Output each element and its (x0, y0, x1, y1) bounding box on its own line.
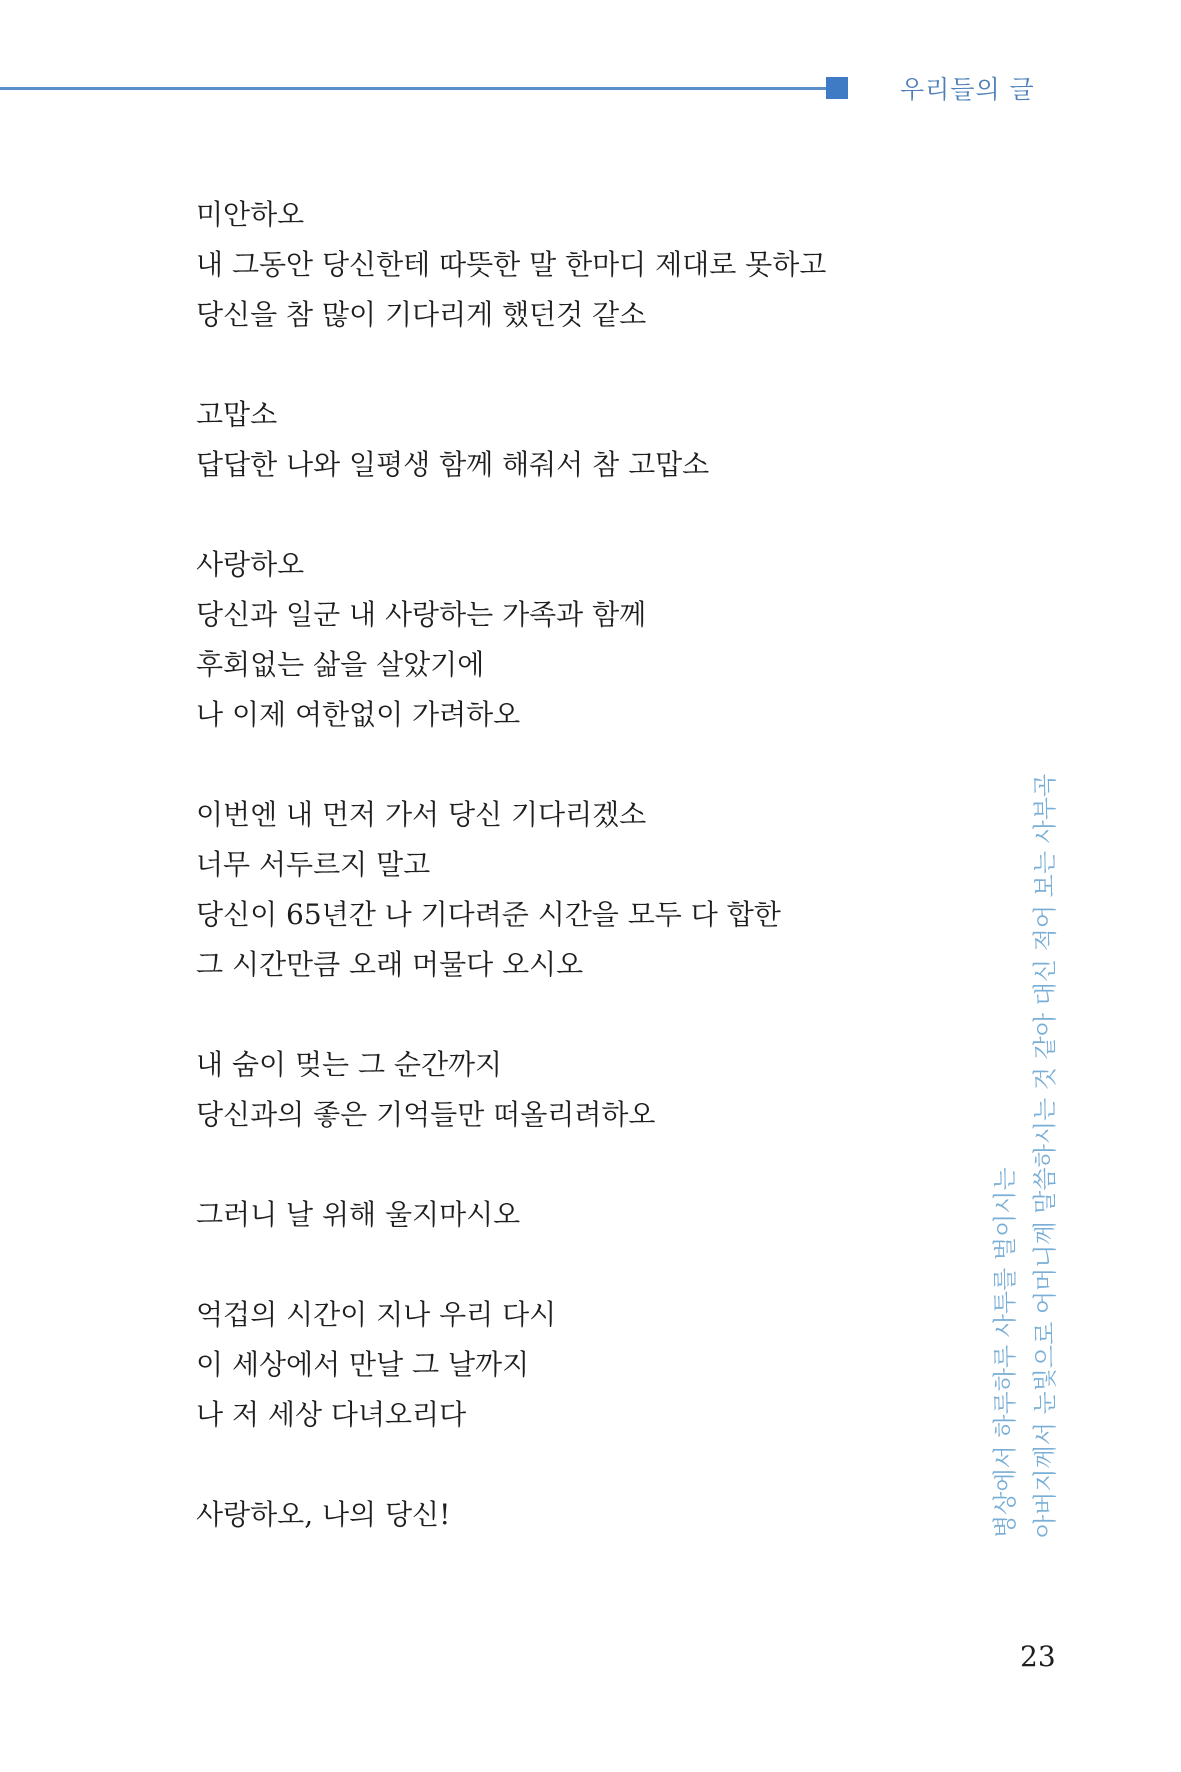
poem-line: 나 이제 여한없이 가려하오 (196, 698, 521, 731)
poem (196, 190, 836, 1590)
caption-line-1: 병상에서 하루하루 사투를 벌이시는 (991, 1167, 1019, 1538)
poem-line: 고맙소 (196, 398, 278, 431)
poem-line: 답답한 나와 일평생 함께 해줘서 참 고맙소 (196, 448, 710, 481)
poem-line: 나 저 세상 다녀오리다 (196, 1398, 467, 1431)
page-number: 23 (1020, 1640, 1056, 1673)
stanza (196, 390, 836, 490)
poem-line: 당신과의 좋은 기억들만 떠올리려하오 (196, 1098, 656, 1131)
poem-line: 그러니 날 위해 울지마시오 (196, 1198, 521, 1231)
header-square-marker (826, 77, 848, 99)
stanza (196, 1040, 836, 1140)
poem-line: 사랑하오 (196, 548, 305, 581)
poem-line: 당신이 65년간 나 기다려준 시간을 모두 다 합한 (196, 898, 781, 931)
poem-line: 내 그동안 당신한테 따뜻한 말 한마디 제대로 못하고 (196, 248, 827, 281)
stanza (196, 1490, 836, 1540)
stanza (196, 190, 836, 340)
poem-line: 당신을 참 많이 기다리게 했던것 같소 (196, 298, 647, 331)
vertical-caption (985, 774, 1065, 1538)
poem-line: 후회없는 삶을 살았기에 (196, 648, 485, 681)
poem-line: 그 시간만큼 오래 머물다 오시오 (196, 948, 584, 981)
poem-line: 이 세상에서 만날 그 날까지 (196, 1348, 530, 1381)
caption-line-2: 아버지께서 눈빛으로 어머니께 말씀하시는 것 같아 대신 적어 보는 사부곡 (1031, 773, 1059, 1538)
poem-line: 내 숨이 멎는 그 순간까지 (196, 1048, 503, 1081)
poem-line: 이번엔 내 먼저 가서 당신 기다리겠소 (196, 798, 647, 831)
poem-line: 사랑하오, 나의 당신! (196, 1498, 451, 1531)
stanza (196, 540, 836, 740)
poem-line: 당신과 일군 내 사랑하는 가족과 함께 (196, 598, 647, 631)
poem-line: 미안하오 (196, 198, 305, 231)
section-title: 우리들의 글 (900, 75, 1035, 104)
poem-line: 억겁의 시간이 지나 우리 다시 (196, 1298, 557, 1331)
header-rule (0, 87, 830, 90)
stanza (196, 790, 836, 990)
poem-line: 너무 서두르지 말고 (196, 848, 431, 881)
stanza (196, 1190, 836, 1240)
stanza (196, 1290, 836, 1440)
